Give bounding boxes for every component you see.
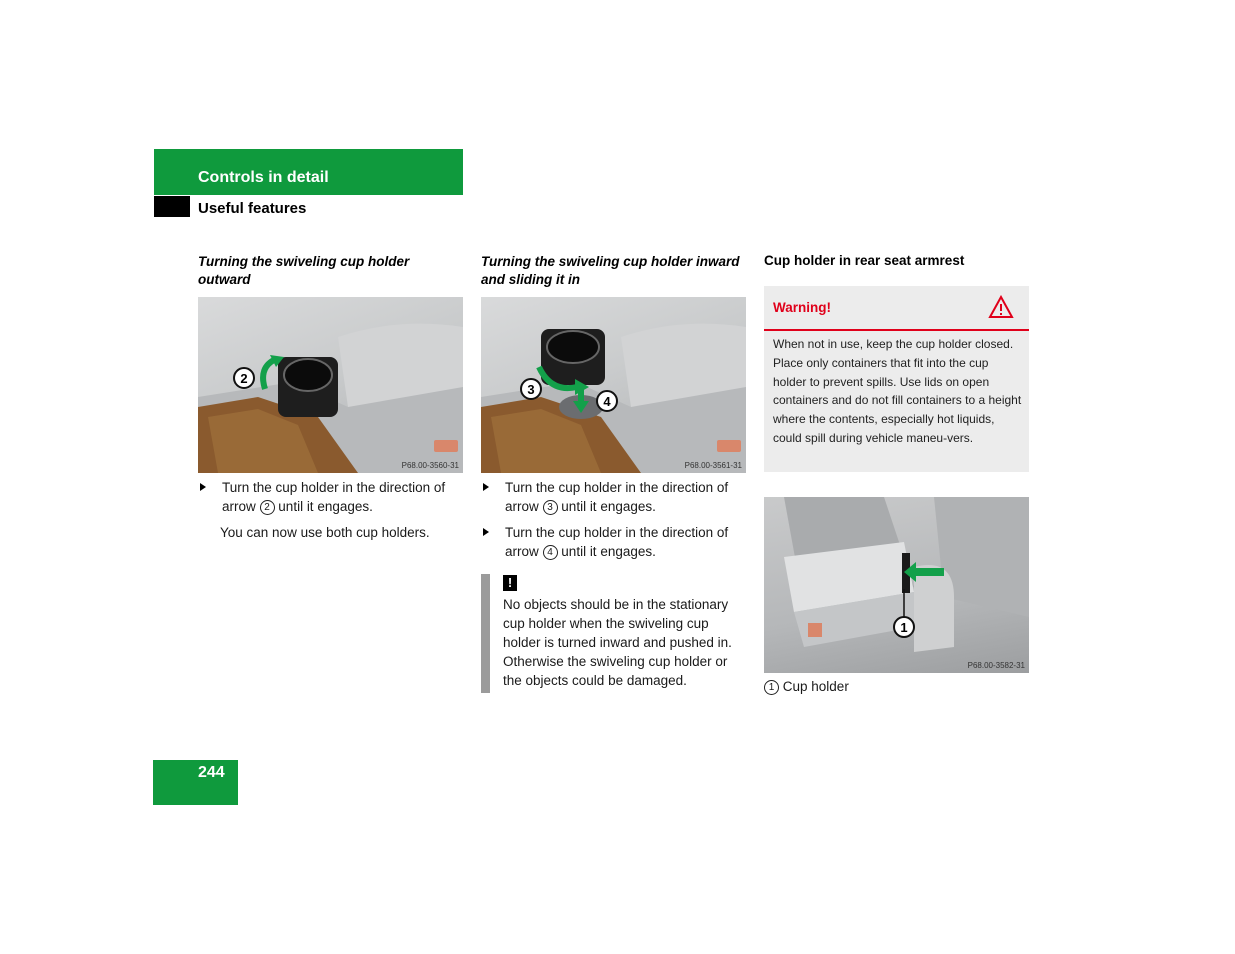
arrow-number: 4	[543, 545, 558, 560]
callout-1: 1	[900, 620, 908, 635]
callout-2: 2	[240, 371, 248, 386]
warning-text: When not in use, keep the cup holder closed. Place only containers that fit into the cup holder to prevent spills. Use lids on open containers and do not fill containers to a height where the contents, especially hot liquids, could spill during vehicle maneu-vers.	[773, 337, 1022, 445]
image-code: P68.00-3560-31	[401, 461, 459, 470]
cup-holder-outward-photo	[198, 297, 463, 473]
note-exclamation-icon: !	[503, 575, 517, 591]
image-code: P68.00-3561-31	[684, 461, 742, 470]
warning-title: Warning!	[773, 300, 831, 315]
page-number-box	[153, 760, 238, 805]
caption-number: 1	[764, 680, 779, 695]
col3-heading: Cup holder in rear seat armrest	[764, 253, 965, 268]
col1-heading: Turning the swiveling cup holder outward	[198, 254, 410, 287]
bullet-triangle-icon	[483, 528, 489, 536]
instruction-step: Turn the cup holder in the direction of arrow 4 until it engages.	[483, 523, 753, 563]
note-bar	[481, 574, 490, 693]
result-paragraph: You can now use both cup holders.	[220, 525, 430, 540]
subsection-marker	[154, 196, 190, 217]
caption-text: Cup holder	[782, 679, 849, 694]
rear-armrest-photo	[764, 497, 1029, 673]
arrow-number: 2	[260, 500, 275, 515]
section-title: Controls in detail	[198, 169, 329, 186]
page-number: 244	[198, 764, 225, 781]
instruction-step: Turn the cup holder in the direction of arrow 2 until it engages.	[200, 478, 470, 518]
cup-holder-inward-photo	[481, 297, 746, 473]
callout-3: 3	[527, 382, 535, 397]
bullet-triangle-icon	[483, 483, 489, 491]
warning-triangle-icon	[988, 295, 1014, 324]
image-code: P68.00-3582-31	[967, 661, 1025, 670]
figure-caption	[764, 679, 849, 695]
subsection-title: Useful features	[198, 200, 307, 217]
bullet-triangle-icon	[200, 483, 206, 491]
arrow-number: 3	[543, 500, 558, 515]
col2-heading: Turning the swiveling cup holder inward and sliding it in	[481, 254, 740, 287]
instruction-step: Turn the cup holder in the direction of arrow 3 until it engages.	[483, 478, 753, 518]
note-text: No objects should be in the stationary cup holder when the swiveling cup holder is turned inward and pushed in. Otherwise the swiveling cup holder or the objects could be damaged.	[503, 597, 732, 688]
callout-4: 4	[603, 394, 611, 409]
warning-divider	[764, 329, 1029, 331]
